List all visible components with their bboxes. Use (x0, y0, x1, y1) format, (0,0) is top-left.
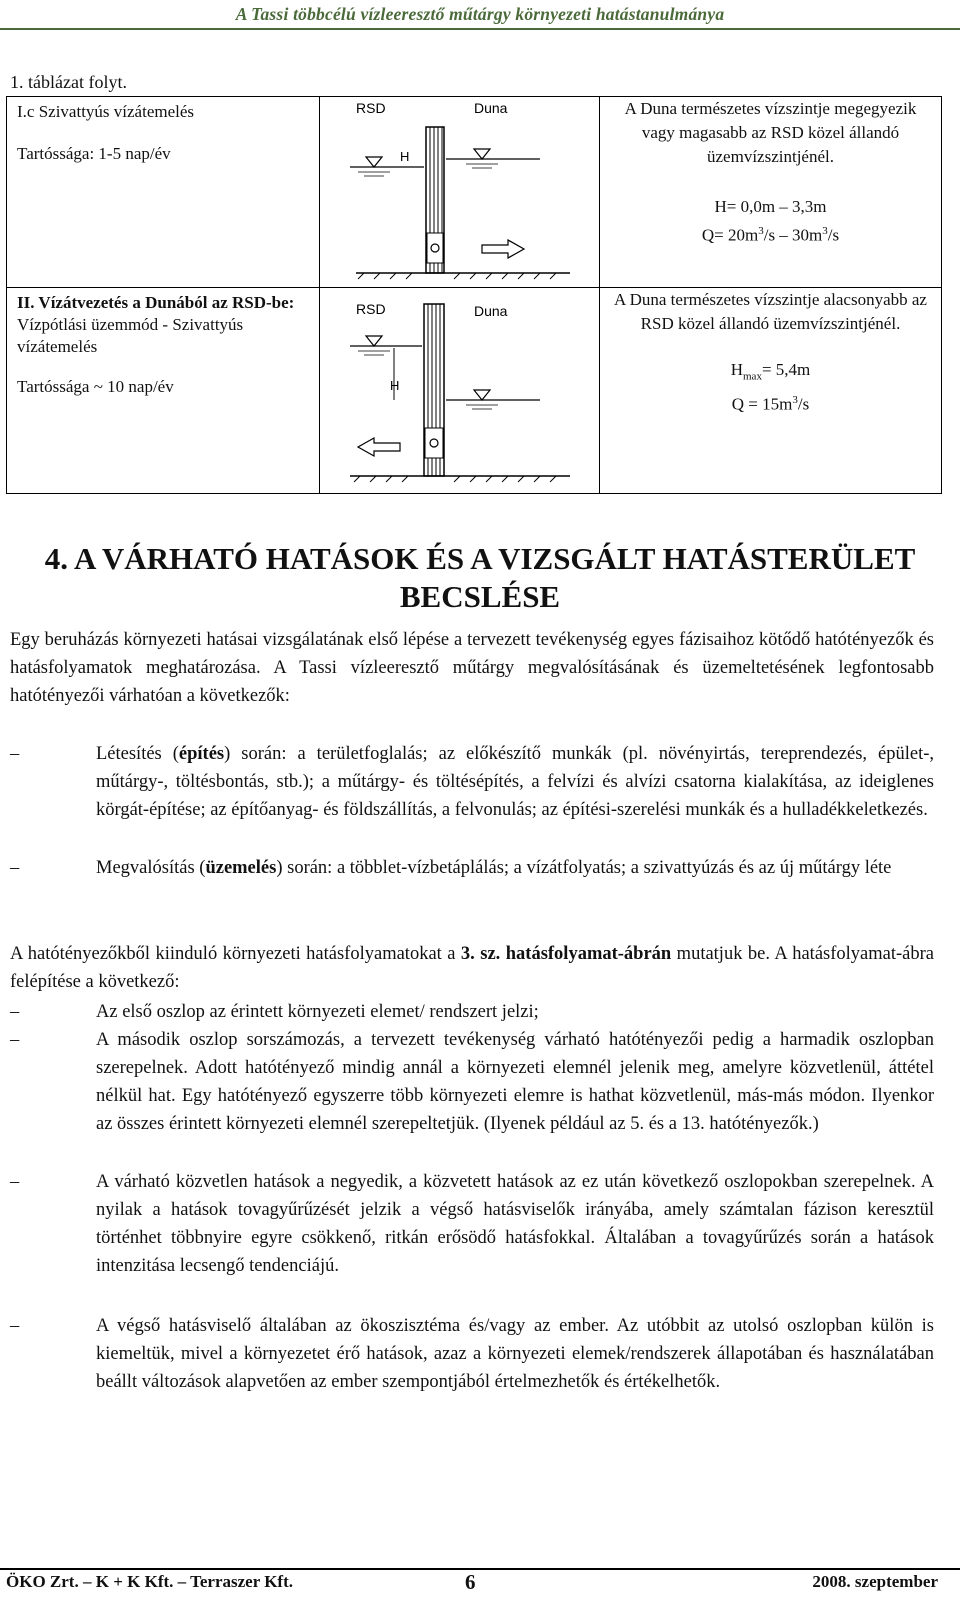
water-level-icon (366, 336, 382, 346)
table-caption: 1. táblázat folyt. (10, 72, 127, 92)
diagram1-label-duna: Duna (474, 100, 508, 116)
section-heading: 4. A VÁRHATÓ HATÁSOK ÉS A VIZSGÁLT HATÁSTERÜLET BECSLÉSE (44, 541, 916, 614)
arrow-right-icon (482, 240, 524, 258)
row2-title: II. Vízátvezetés a Dunából az RSD-be: Vízpótlási üzemmód - Szivattyús vízátemelés (17, 293, 295, 356)
pumping-diagram-1 (320, 97, 600, 281)
page-header (0, 0, 960, 34)
row2-description (7, 288, 320, 494)
header-rule (0, 28, 960, 30)
pumping-diagram-2 (320, 288, 600, 487)
row2-h-max: $H_{max}= 5,4m$ (730, 360, 811, 383)
intro-paragraph: Egy beruházás környezeti hatásai vizsgálatának első lépése a tervezett tevékenység egyes fázisaihoz kötődő hatótényezők és hatásfolyamatok meghatározása. A Tassi vízleeresztő műtárgy megvalósításának és üzemeltetésének legfontosabb hatótényezői várhatóan a következők: (10, 630, 934, 706)
header-title: A Tassi többcélú vízleeresztő műtárgy környezeti hatástanulmánya (235, 4, 725, 24)
table-row (7, 97, 942, 288)
page-number: 6 (465, 1570, 476, 1594)
footer-rule (0, 1568, 960, 1570)
row1-description (7, 97, 320, 288)
row1-notes (600, 97, 942, 288)
water-level-icon (474, 390, 490, 400)
row2-condition: A Duna természetes vízszintje alacsonyabb az RSD közel állandó üzemvízszintjénél. (614, 290, 927, 333)
row2-duration: Tartóssága ~ 10 nap/év (17, 377, 174, 396)
row2-q: $Q = 15m^3/s$ (731, 394, 810, 415)
list-item: – Az első oszlop az érintett környezeti elemet/ rendszert jelzi; (10, 1002, 539, 1022)
footer-date: 2008. szeptember (812, 1572, 938, 1591)
list-item: – Létesítés (építés) során: a területfoglalás; az előkészítő munkák (pl. növényirtás, tereprendezés, épület-, műtárgy-, töltésbontás, stb.); a műtárgy- és töltésépítés, a felvízi és alvízi csatorna kialakítása, az ideiglenes körgát-építése; az építőanyag- és földszállítás, a felvonulás; az építési-szerelési munkák és a hulladékkeletkezés. (10, 744, 934, 820)
row1-condition: A Duna természetes vízszintje megegyezik vagy magasabb az RSD közel állandó üzemvízszintjénél. (624, 99, 917, 166)
water-transfer-table (6, 96, 942, 494)
diagram2-label-rsd: RSD (356, 301, 386, 317)
row1-q-range: $Q= 20m^3/s - 30m^3/s$ (701, 225, 840, 245)
row2-diagram-cell (320, 288, 600, 494)
diagram2-label-h: H (390, 378, 400, 393)
list-item: – Megvalósítás (üzemelés) során: a többlet-vízbetáplálás; a vízátfolyatás; a szivattyúzás és az új műtárgy léte (10, 858, 892, 878)
row1-title: I.c Szivattyús vízátemelés (17, 102, 195, 121)
list-item: – A végső hatásviselő általában az ökoszisztéma és/vagy az ember. Az utóbbit az utolsó oszlopban külön is kiemeltük, mivel a környezetet érő hatások, azaz a környezeti elemek/rendszerek állapotában és használatában beállt változások alapvetően az ember szempontjából értelmezhetők és értékelhetők. (10, 1316, 934, 1392)
row2-notes (600, 288, 942, 494)
diagram1-label-rsd: RSD (356, 100, 386, 116)
list-item: – A második oszlop sorszámozás, a tervezett tevékenység várható hatótényezői pedig a harmadik oszlopban szerepelnek. Adott hatótényező mindig annál a környezeti elemnél jelenik meg, amelyre közvetlenül, áttétel nélkül hat. Egy hatótényező egyszerre több környezeti elemre is hathat közvetlenül, más-más módon. Ilyenkor az összes érintett környezeti elemnél szerepeltetjük. (Ilyenek például az 5. és a 13. hatótényezők.) (10, 1030, 934, 1134)
list-item: – A várható közvetlen hatások a negyedik, a közvetett hatások az ez után következő oszlopokban szerepelnek. A nyilak a hatások tovagyűrűzését jelzik a végső hatásviselők irányába, amely számtalan fázison keresztül történhet többnyire egyre csökkenő, ritkán erősödő hatásfokkal. Általában a tovagyűrűzés során a hatások intenzitása lecsengő tendenciájú. (10, 1172, 934, 1276)
structure-paragraph: A hatótényezőkből kiinduló környezeti hatásfolyamatokat a 3. sz. hatásfolyamat-ábrán mutatjuk be. A hatásfolyamat-ábra felépítése a következő: (10, 944, 934, 992)
table-row (7, 288, 942, 494)
row1-duration: Tartóssága: 1-5 nap/év (17, 144, 171, 163)
row1-diagram-cell (320, 97, 600, 288)
row1-h-range: H= 0,0m – 3,3m (714, 197, 827, 216)
arrow-left-icon (358, 438, 400, 456)
page-footer (0, 1572, 960, 1596)
water-level-icon (366, 157, 382, 167)
diagram2-label-duna: Duna (474, 303, 508, 319)
footer-companies: ÖKO Zrt. – K + K Kft. – Terraszer Kft. (6, 1572, 293, 1591)
diagram1-label-h: H (400, 149, 410, 164)
water-level-icon (474, 149, 490, 159)
